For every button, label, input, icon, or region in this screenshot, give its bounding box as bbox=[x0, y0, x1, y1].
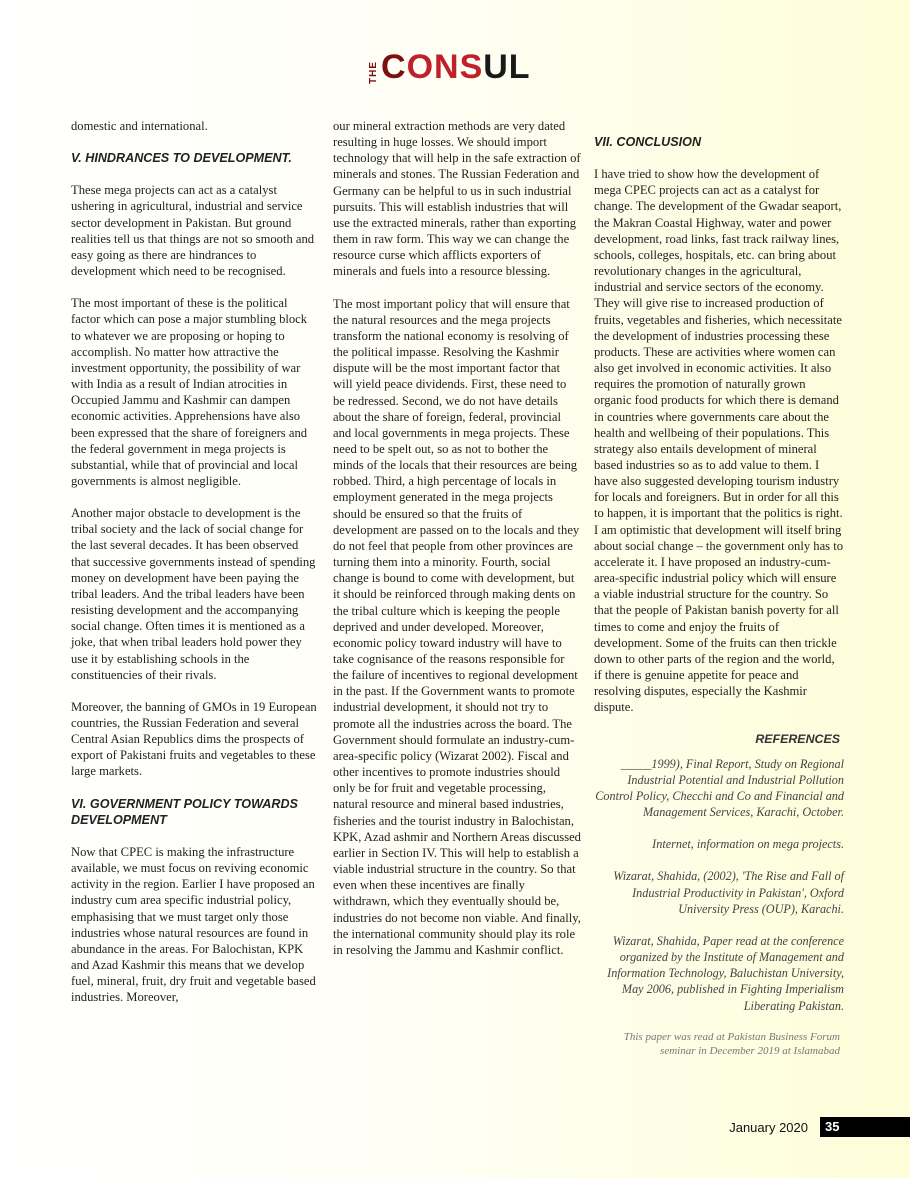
body-paragraph: Moreover, the banning of GMOs in 19 European countries, the Russian Federation and several Central Asian Republics dims the prospects of export of Pakistani fruits and vegetables to these large markets. bbox=[71, 699, 317, 779]
masthead-logo bbox=[368, 44, 531, 84]
body-paragraph: our mineral extraction methods are very dated resulting in huge losses. We should import technology that will help in the safe extraction of minerals and stones. The Russian Federation and Germany can be helpful to us in such industrial pursuits. This will establish industries that will use the extracted minerals, rather than exporting them in raw form. This way we can change the resource curse which afflicts exporters of minerals and fuels into a resource blessing. bbox=[333, 119, 581, 279]
body-paragraph: Now that CPEC is making the infrastructure available, we must focus on reviving economic activity in the region. Earlier I have proposed an industry cum area specific industrial policy, emphasising that we must target only those industries whose natural resources are found in abundance in the areas. For Balochistan, KPK and Azad Kashmir this means that we develop fuel, mineral, fruit, dry fruit and vegetable based industries. Moreover, bbox=[71, 844, 316, 1005]
body-paragraph: The most important of these is the political factor which can pose a major stumbling block to whatever we are proposing or hoping to accomplish. No matter how attractive the investment opportunity, the possibility of war with India as a result of Indian atrocities in Occupied Jammu and Kashmir can dampen economic activities. Apprehensions have also been expressed that the share of foreigners and the federal government in mega projects is substantial, while that of provincial and local governments is almost negligible. bbox=[71, 296, 308, 488]
section-heading-conclusion: VII. CONCLUSION bbox=[594, 135, 702, 149]
masthead-the: THE bbox=[368, 61, 379, 84]
article-column-2 bbox=[333, 118, 581, 974]
reference-item: Wizarat, Shahida, Paper read at the conference organized by the Institute of Management and Information Technology, Baluchistan University, May 2006, published in Fighting Imperialism Liberating Pakistan. bbox=[607, 933, 844, 1013]
section-heading: V. HINDRANCES TO DEVELOPMENT. bbox=[71, 151, 292, 166]
article-column-3 bbox=[594, 134, 844, 1058]
reference-item: Wizarat, Shahida, (2002), 'The Rise and Fall of Industrial Productivity in Pakistan', Oxford University Press (OUP), Karachi. bbox=[613, 869, 844, 916]
references-heading: REFERENCES bbox=[755, 732, 840, 747]
issue-date: January 2020 bbox=[729, 1119, 808, 1135]
masthead-letter-c: C bbox=[381, 48, 407, 86]
body-paragraph: The most important policy that will ensure that the natural resources and the mega projects transform the national economy is resolving of the political impasse. Resolving the Kashmir dispute will be the most important factor that will yield peace dividends. First, these need to be redressed. Second, we do not have details about the share of foreign, federal, provincial and local governments in mega projects. These need to be spelt out, so as not to bother the minds of the locals that their resources are being robbed. Third, a high percentage of locals in employment generated in the mega projects should be ensured so that the fruits of development are passed on to the locals and they do not feel that people from other provinces are turning them into a minority. Fourth, social change is bound to come with development, but it should be reinforced through making dents on the tribal culture which is keeping the people deprived and under developed. Moreover, economic policy toward industry will have to take cognisance of the reasons responsible for the failure of incentives to regional development in the past. If the Government wants to promote industrial development, it should not try to promote all the industries across the board. The Government should formulate an industry-cum-area-specific policy (Wizarat 2002). Fiscal and other incentives to promote industries should only be for fruit and vegetable processing, natural resource and mineral based industries, fisheries and the tourist industry in Balochistan, KPK, Azad ashmir and Northern Areas discussed earlier in Section IV. This will help to establish a viable industrial structure in the country. So that even when these incentives are finally withdrawn, which they eventually should be, industries do not become non viable. And finally, the international community should play its role in resolving the Jammu and Kashmir conflict. bbox=[333, 296, 581, 957]
conclusion-paragraph: I have tried to show how the development of mega CPEC projects can act as a catalyst for change. The development of the Gwadar seaport, the Makran Coastal Highway, water and power development, road links, fast track railway lines, schools, colleges, hospitals, etc. can bring about revolutionary changes in the agricultural, industrial and service sectors of the economy. They will give rise to increased production of fruits, vegetables and fisheries, which necessitate the development of industries processing these products. These are activities where women can also get involved in economic activities. It also requires the promotion of naturally grown organic food products for which there is demand in countries where governments care about the health and wellbeing of their populations. This strategy also entails development of mineral based industries so as to add value to them. I have also suggested developing tourism industry for locals and foreigners. But in order for all this to happen, it is important that the politics is right. I am optimistic that development will itself bring about social change – the government only has to accelerate it. I have proposed an industry-cum-area-specific industrial policy which will ensure a viable industrial structure for the country. So that the people of Pakistan banish poverty for all times to come and enjoy the fruits of development. Some of the fruits can then trickle down to other parts of the region and the world, if there is genuine appetite for peace and resolving disputes, especially the Kashmir dispute. bbox=[594, 167, 844, 715]
masthead-title bbox=[381, 50, 531, 84]
reference-item: _____1999), Final Report, Study on Regional Industrial Potential and Industrial Pollution Control Policy, Checchi and Co and Financial and Management Services, Karachi, October. bbox=[595, 756, 844, 820]
masthead-letters-ons: ONS bbox=[406, 48, 484, 86]
article-column-1 bbox=[71, 118, 319, 1022]
page-footer bbox=[729, 1117, 910, 1137]
reference-item: Internet, information on mega projects. bbox=[652, 837, 844, 852]
body-paragraph: Another major obstacle to development is the tribal society and the lack of social change for the last several decades. It has been observed that successive governments instead of spending money on development have been paying the tribal leaders. And the tribal leaders have been resisting development and the accompanying social change. Often times it is mentioned as a joke, that when tribal leaders hold power they use it by establishing schools in the constituencies of their rivals. bbox=[71, 506, 316, 682]
masthead-letters-ul: UL bbox=[483, 48, 531, 86]
body-paragraph: These mega projects can act as a catalyst ushering in agricultural, industrial and service sector development in Pakistan. But ground realities tell us that things are not so smooth and easy going as there are hindrances to development which need to be recognised. bbox=[71, 183, 315, 279]
section-heading: VI. GOVERNMENT POLICY TOWARDS DEVELOPMENT bbox=[71, 796, 298, 827]
seminar-note: This paper was read at Pakistan Business Forum seminar in December 2019 at Islamabad bbox=[623, 1030, 840, 1057]
body-paragraph: domestic and international. bbox=[71, 119, 208, 133]
page-number: 35 bbox=[820, 1117, 910, 1137]
